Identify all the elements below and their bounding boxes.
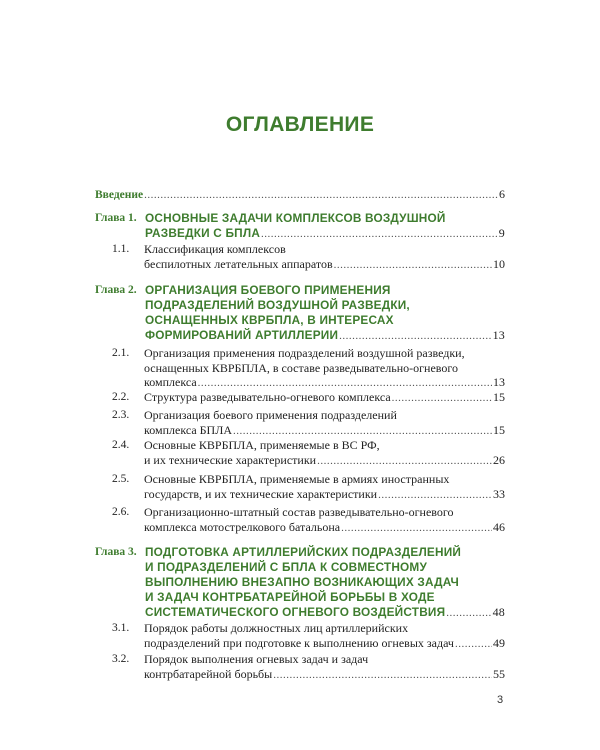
toc-page-number: 13 [492, 328, 505, 342]
leader-dots [198, 376, 492, 391]
toc-entry-line: Классификация комплексов [144, 242, 286, 256]
toc-entry-line: ОРГАНИЗАЦИЯ БОЕВОГО ПРИМЕНЕНИЯ [145, 283, 391, 297]
toc-entry-number: 2.2. [112, 391, 130, 403]
toc-entry-line: Основные КВРБПЛА, применяемые в ВС РФ, [144, 438, 380, 452]
toc-page-number: 10 [493, 256, 505, 271]
toc-page-number: 55 [493, 666, 505, 681]
toc-entry-line: Организация применения подразделений воздушной разведки, [144, 346, 465, 360]
leader-dots [341, 521, 492, 536]
leader-dots [317, 454, 492, 469]
toc-entry-number: 2.4. [112, 439, 130, 451]
toc-entry-number: 3.2. [112, 653, 130, 665]
page-number: 3 [497, 694, 504, 706]
toc-entry-line: ОСНАЩЕННЫХ КВРБПЛА, В ИНТЕРЕСАХ [145, 313, 394, 327]
toc-entry-title: Введение [95, 189, 144, 201]
leader-dots [273, 668, 492, 683]
leader-dots [392, 391, 492, 406]
toc-entry-line: ФОРМИРОВАНИЙ АРТИЛЛЕРИИ [145, 328, 339, 342]
toc-page-number: 6 [499, 187, 505, 201]
toc-entry-line: РАЗВЕДКИ С БПЛА [145, 226, 261, 240]
toc-entry-number: 1.1. [112, 243, 130, 255]
toc-entry-line: ПОДРАЗДЕЛЕНИЙ ВОЗДУШНОЙ РАЗВЕДКИ, [145, 298, 410, 312]
toc-entry-line: Организация боевого применения подразделений [144, 408, 397, 422]
toc-entry-line: ОСНОВНЫЕ ЗАДАЧИ КОМПЛЕКСОВ ВОЗДУШНОЙ [145, 211, 446, 225]
toc-entry-line: Организационно-штатный состав разведывательно-огневого [144, 505, 454, 519]
toc-page-number: 13 [493, 375, 505, 389]
toc-entry-number: Глава 1. [95, 212, 137, 224]
toc-entry-line: и их технические характеристики [144, 452, 317, 467]
toc-entry-line: подразделений при подготовке к выполнению огневых задач [144, 635, 454, 650]
toc-entry-number: 2.1. [112, 347, 130, 359]
toc-page-number: 9 [498, 226, 505, 240]
toc-page-number: 49 [493, 635, 505, 650]
toc-entry-line: СИСТЕМАТИЧЕСКОГО ОГНЕВОГО ВОЗДЕЙСТВИЯ [145, 605, 446, 619]
toc-entry-number: Глава 3. [95, 546, 137, 558]
toc-entry-number: 2.3. [112, 409, 130, 421]
toc-entry-line: комплекса [144, 375, 197, 389]
toc-entry-number: 2.6. [112, 506, 130, 518]
leader-dots [446, 606, 491, 621]
toc-entry-line: Порядок работы должностных лиц артиллерийских [144, 621, 409, 635]
toc-entry-line: ВЫПОЛНЕНИЮ ВНЕЗАПНО ВОЗНИКАЮЩИХ ЗАДАЧ [145, 575, 460, 589]
toc-entry-line: комплекса мотострелкового батальона [144, 519, 341, 534]
toc-page-number: 26 [493, 452, 505, 467]
toc-entry-line: ПОДГОТОВКА АРТИЛЛЕРИЙСКИХ ПОДРАЗДЕЛЕНИЙ [145, 545, 462, 559]
toc-page-number: 15 [493, 390, 505, 404]
toc-entry-line: И ПОДРАЗДЕЛЕНИЙ С БПЛА К СОВМЕСТНОМУ [145, 560, 427, 574]
toc-entry-line: беспилотных летательных аппаратов [144, 256, 333, 271]
toc-entry-number: 3.1. [112, 622, 130, 634]
toc-page-number: 15 [493, 422, 505, 437]
leader-dots [339, 329, 491, 344]
leader-dots [455, 637, 492, 652]
toc-entry-line: оснащенных КВРБПЛА, в составе разведывательно-огневого [144, 360, 458, 375]
toc-page-number: 33 [493, 486, 505, 501]
toc-entry-number: Глава 2. [95, 284, 137, 296]
toc-entry-line: Порядок выполнения огневых задач и задач [144, 652, 369, 666]
page-title: ОГЛАВЛЕНИЕ [225, 113, 375, 136]
toc-page-number: 48 [492, 605, 505, 619]
toc-entry-line: государств, и их технические характеристики [144, 486, 378, 501]
leader-dots [144, 188, 498, 203]
toc-entry-line: контрбатарейной борьбы [144, 666, 273, 681]
leader-dots [233, 424, 492, 439]
toc-entry-line: комплекса БПЛА [144, 422, 233, 437]
leader-dots [378, 488, 492, 503]
leader-dots [261, 227, 498, 242]
toc-entry-line: И ЗАДАЧ КОНТРБАТАРЕЙНОЙ БОРЬБЫ В ХОДЕ [145, 590, 435, 604]
toc-page-number: 46 [493, 519, 505, 534]
toc-entry-line: Основные КВРБПЛА, применяемые в армиях иностранных [144, 472, 450, 486]
toc-entry-line: Структура разведывательно-огневого комплекса [144, 390, 391, 404]
toc-entry-number: 2.5. [112, 473, 130, 485]
leader-dots [334, 258, 492, 273]
